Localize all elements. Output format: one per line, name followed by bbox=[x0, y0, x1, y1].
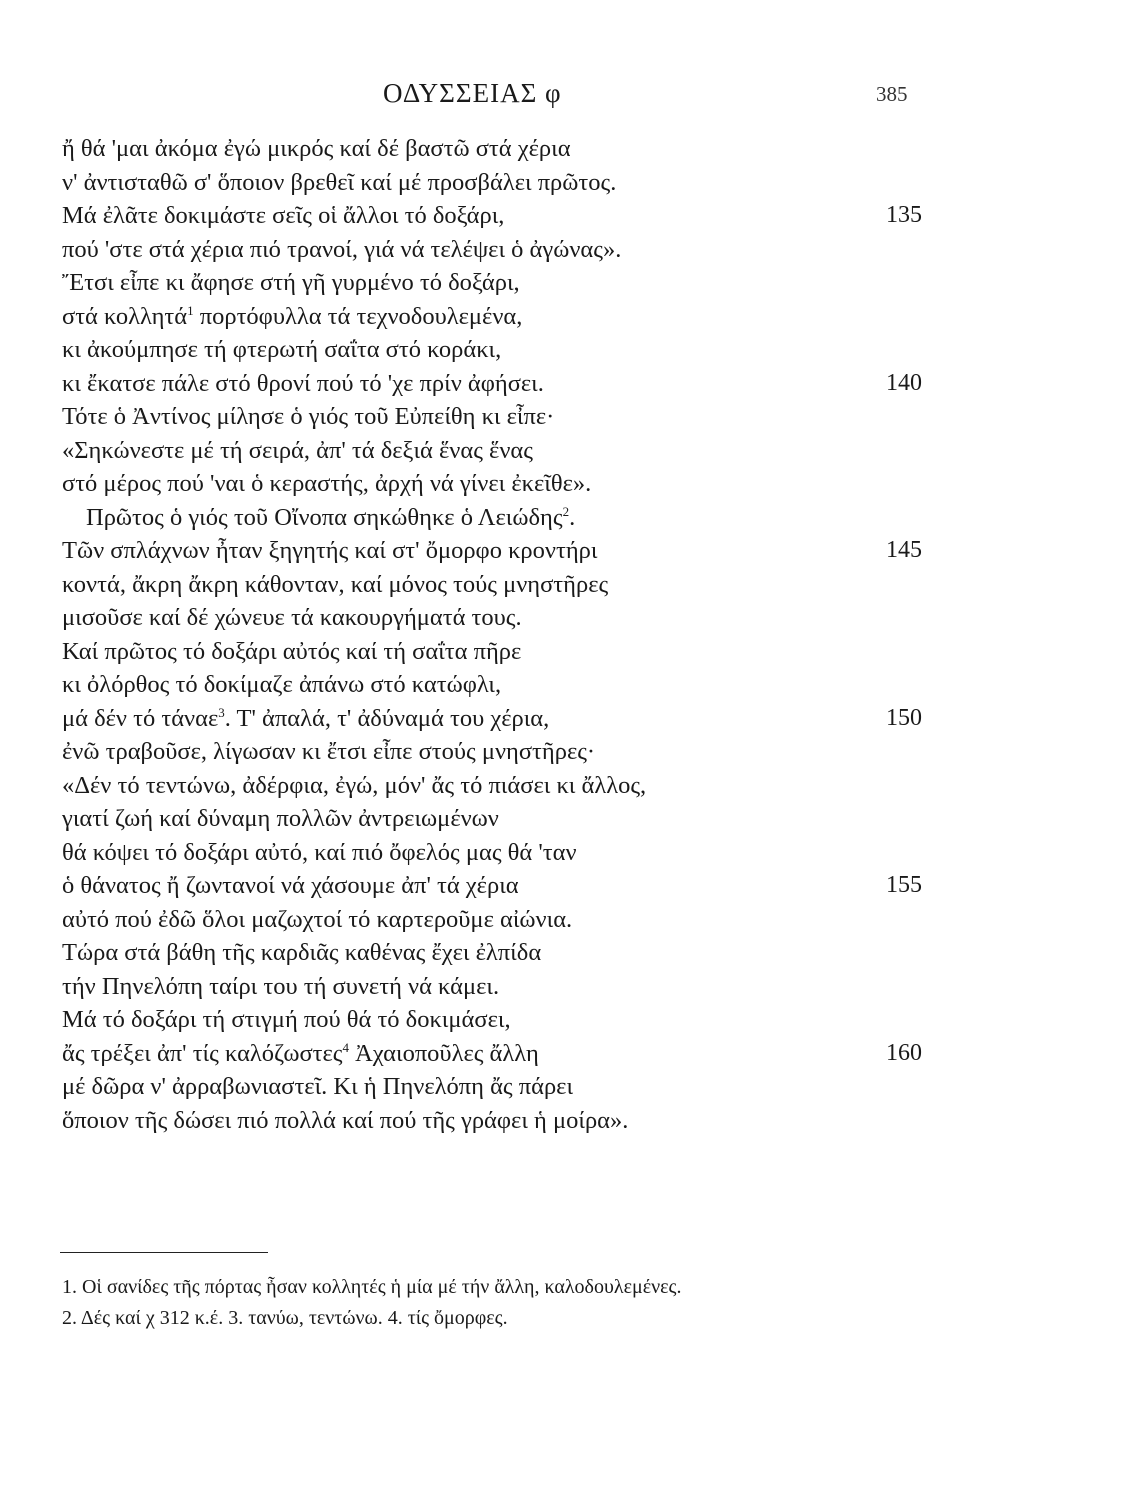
line-number: 140 bbox=[886, 369, 922, 396]
verse-text bbox=[62, 537, 597, 564]
verse-line bbox=[62, 735, 922, 769]
verse-text bbox=[62, 202, 504, 229]
verse-text bbox=[62, 336, 501, 363]
footnotes bbox=[62, 1272, 932, 1334]
verse-line bbox=[62, 300, 922, 334]
footnote-divider bbox=[60, 1252, 268, 1253]
verse-text-segment: Καί πρῶτος τό δοξάρι αὐτός καί τή σαΐτα πῆρε bbox=[62, 637, 522, 665]
verse-text bbox=[62, 939, 541, 966]
verse-text-segment: . bbox=[569, 503, 576, 531]
verse-text-segment: ν' ἀντισταθῶ σ' ὅποιον βρεθεῖ καί μέ προσβάλει πρῶτος. bbox=[62, 168, 617, 196]
verse-text bbox=[62, 236, 621, 263]
verse-text bbox=[62, 872, 519, 899]
verse-text-segment: Ἀχαιοποῦλες ἄλλη bbox=[348, 1039, 539, 1067]
verse-line bbox=[62, 601, 922, 635]
verse-text-segment: Μά ἐλᾶτε δοκιμάστε σεῖς οἱ ἄλλοι τό δοξάρι, bbox=[62, 202, 505, 229]
verse-line bbox=[62, 1037, 922, 1071]
verse-text bbox=[62, 303, 522, 330]
verse-text-segment: Τώρα στά βάθη τῆς καρδιᾶς καθένας ἔχει ἐλπίδα bbox=[62, 939, 542, 966]
verse-text bbox=[62, 1107, 628, 1134]
verse-text-segment: μέ δῶρα ν' ἀρραβωνιαστεῖ. Κι ἡ Πηνελόπη ἄς πάρει bbox=[62, 1073, 574, 1100]
verse-text-segment: ἄς τρέξει ἀπ' τίς καλόζωστες bbox=[62, 1039, 343, 1067]
verse-text-segment: μά δέν τό τάναε bbox=[62, 704, 219, 732]
verse-text bbox=[62, 671, 501, 698]
verse-text-segment: ἤ θά 'μαι ἀκόμα ἐγώ μικρός καί δέ βαστῶ στά χέρια bbox=[62, 135, 571, 162]
verse-line bbox=[62, 869, 922, 903]
verse-line bbox=[62, 668, 922, 702]
verse-line bbox=[62, 702, 922, 736]
verse-line bbox=[62, 367, 922, 401]
verse-line bbox=[62, 802, 922, 836]
line-number: 145 bbox=[886, 537, 922, 563]
verse-text-segment: κι ἔκατσε πάλε στό θρονί πού τό 'χε πρίν ἀφήσει. bbox=[62, 369, 544, 397]
footnote-marker: 1 bbox=[187, 302, 194, 318]
verse-text bbox=[62, 470, 591, 497]
verse-line bbox=[62, 534, 922, 568]
verse-text-segment: Μά τό δοξάρι τή στιγμή πού θά τό δοκιμάσει, bbox=[62, 1006, 511, 1033]
verse-text bbox=[62, 604, 522, 631]
verse-line bbox=[62, 836, 922, 870]
verse-text-segment: ἐνῶ τραβοῦσε, λίγωσαν κι ἔτσι εἶπε στούς μνηστῆρες· bbox=[62, 738, 596, 765]
verse-text bbox=[62, 705, 549, 732]
verse-text bbox=[62, 973, 499, 1000]
verse-text bbox=[62, 269, 520, 296]
footnote-line: 2. Δές καί χ 312 κ.έ. 3. τανύω, τεντώνω. 4. τίς ὄμορφες. bbox=[62, 1307, 508, 1329]
verse-text bbox=[62, 403, 554, 430]
verse-text bbox=[62, 805, 499, 832]
verse-text-segment: πού 'στε στά χέρια πιό τρανοί, γιά νά τελέψει ὁ ἀγώνας». bbox=[62, 235, 622, 263]
verse-line bbox=[62, 568, 922, 602]
verse-text-segment: στό μέρος πού 'ναι ὁ κεραστής, ἀρχή νά γίνει ἐκεῖθε». bbox=[62, 470, 592, 497]
footnote-line: 1. Οἱ σανίδες τῆς πόρτας ἦσαν κολλητές ἡ μία μέ τήν ἄλλη, καλοδουλεμένες. bbox=[62, 1276, 682, 1298]
verse-line bbox=[62, 936, 922, 970]
verse-line bbox=[62, 199, 922, 233]
verse-text bbox=[62, 1073, 573, 1100]
verse-text bbox=[62, 169, 616, 196]
verse-line bbox=[62, 333, 922, 367]
verse-line bbox=[62, 1070, 922, 1104]
verse-text-segment: Τότε ὁ Ἀντίνος μίλησε ὁ γιός τοῦ Εὐπείθη κι εἶπε· bbox=[62, 403, 555, 430]
verse-text bbox=[62, 738, 595, 765]
verse-text-segment: ὅποιον τῆς δώσει πιό πολλά καί πού τῆς γράφει ἡ μοίρα». bbox=[62, 1106, 629, 1134]
verse-line bbox=[62, 434, 922, 468]
verse-line bbox=[62, 903, 922, 937]
verse-line bbox=[62, 166, 922, 200]
verse-text-segment: Ἔτσι εἶπε κι ἄφησε στή γῆ γυρμένο τό δοξάρι, bbox=[62, 269, 520, 296]
verse-line bbox=[62, 400, 922, 434]
verse-text bbox=[62, 839, 577, 866]
verse-text bbox=[62, 437, 533, 464]
verse-block bbox=[62, 132, 922, 1137]
verse-text-segment: κοντά, ἄκρη ἄκρη κάθονταν, καί μόνος τούς μνηστῆρες bbox=[62, 570, 609, 598]
verse-text-segment: αὐτό πού ἐδῶ ὅλοι μαζωχτοί τό καρτεροῦμε αἰώνια. bbox=[62, 905, 573, 933]
page-number: 385 bbox=[876, 82, 908, 106]
verse-text-segment: γιατί ζωή καί δύναμη πολλῶν ἀντρειωμένων bbox=[62, 805, 499, 832]
verse-text bbox=[62, 772, 646, 799]
line-number: 160 bbox=[886, 1039, 922, 1066]
verse-line bbox=[62, 467, 922, 501]
verse-text-segment: στά κολλητά bbox=[62, 302, 188, 330]
verse-line bbox=[62, 266, 922, 300]
verse-text bbox=[62, 135, 571, 162]
verse-text bbox=[62, 1040, 539, 1067]
verse-text-segment: κι ἀκούμπησε τή φτερωτή σαΐτα στό κοράκι, bbox=[62, 336, 502, 363]
line-number: 155 bbox=[886, 872, 922, 898]
verse-text bbox=[62, 504, 575, 531]
verse-text-segment: τήν Πηνελόπη ταίρι του τή συνετή νά κάμει. bbox=[62, 972, 500, 1000]
verse-text bbox=[62, 638, 521, 665]
verse-text-segment: Πρῶτος ὁ γιός τοῦ Οἴνοπα σηκώθηκε ὁ Λειώδης bbox=[86, 503, 563, 531]
verse-line bbox=[62, 1104, 922, 1138]
verse-line bbox=[62, 970, 922, 1004]
verse-text-segment: κι ὀλόρθος τό δοκίμαζε ἀπάνω στό κατώφλι, bbox=[62, 671, 502, 698]
verse-line bbox=[62, 769, 922, 803]
verse-line bbox=[62, 1003, 922, 1037]
verse-text bbox=[62, 1006, 511, 1033]
verse-text-segment: «Δέν τό τεντώνω, ἀδέρφια, ἐγώ, μόν' ἄς τό πιάσει κι ἄλλος, bbox=[62, 771, 647, 799]
footnote-marker: 4 bbox=[342, 1039, 349, 1055]
verse-text-segment: μισοῦσε καί δέ χώνευε τά κακουργήματά τους. bbox=[62, 604, 522, 631]
line-number: 135 bbox=[886, 202, 922, 228]
verse-text bbox=[62, 571, 608, 598]
verse-text-segment: ὁ θάνατος ἤ ζωντανοί νά χάσουμε ἀπ' τά χέρια bbox=[62, 872, 519, 899]
footnote-marker: 3 bbox=[218, 704, 225, 720]
verse-text-segment: πορτόφυλλα τά τεχνοδουλεμένα, bbox=[193, 302, 523, 330]
verse-line bbox=[62, 132, 922, 166]
verse-text-segment: Τῶν σπλάχνων ἦταν ξηγητής καί στ' ὄμορφο κροντήρι bbox=[62, 537, 598, 564]
verse-text bbox=[62, 906, 572, 933]
footnote-marker: 2 bbox=[562, 503, 570, 519]
verse-text-segment: «Σηκώνεστε μέ τή σειρά, ἀπ' τά δεξιά ἕνας ἕνας bbox=[62, 436, 533, 464]
verse-text-segment: . Τ' ἀπαλά, τ' ἀδύναμά του χέρια, bbox=[224, 704, 550, 732]
running-head-title: ΟΔΥΣΣΕΙΑΣ φ bbox=[383, 78, 562, 108]
verse-text-segment: θά κόψει τό δοξάρι αὐτό, καί πιό ὄφελός μας θά 'ταν bbox=[62, 838, 577, 866]
verse-line bbox=[62, 635, 922, 669]
line-number: 150 bbox=[886, 704, 922, 731]
verse-line bbox=[62, 501, 922, 535]
verse-line bbox=[62, 233, 922, 267]
verse-text bbox=[62, 370, 544, 397]
